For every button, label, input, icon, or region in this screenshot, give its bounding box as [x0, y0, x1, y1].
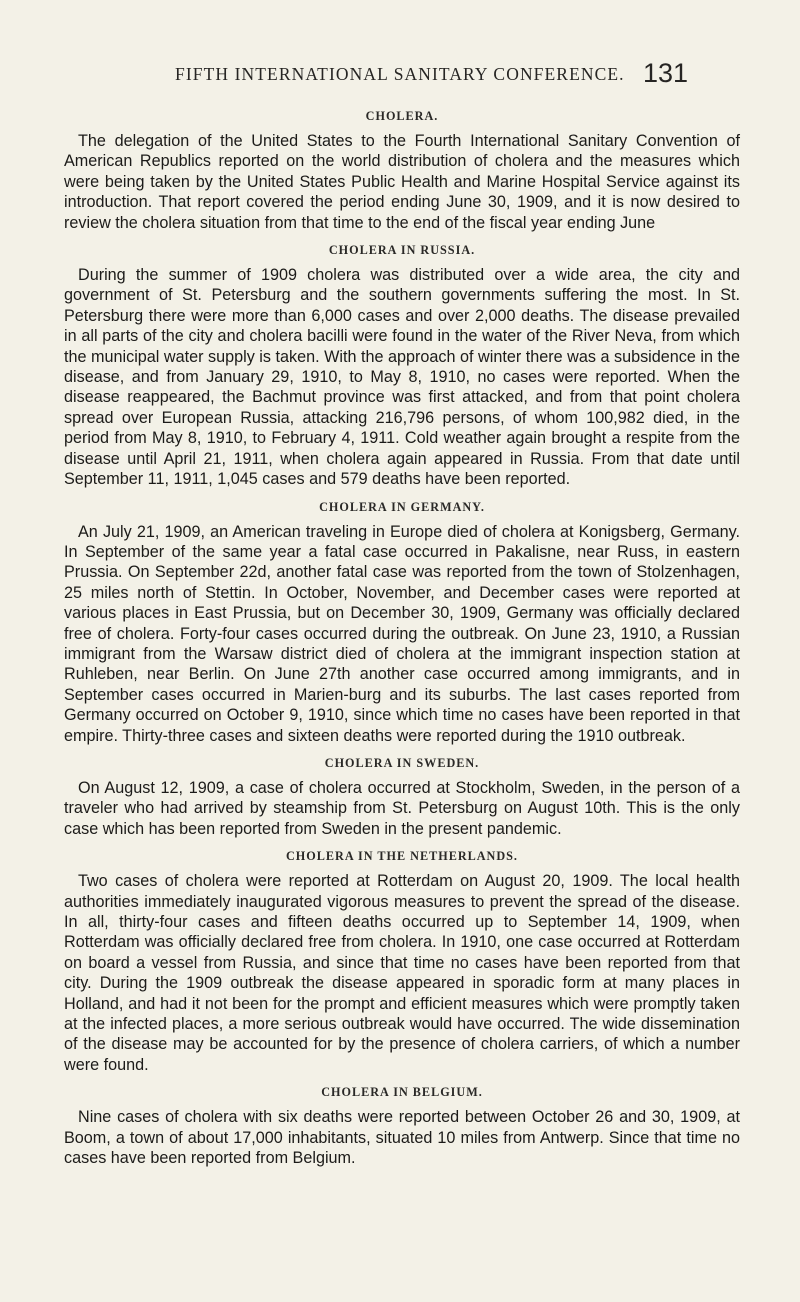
section-heading: CHOLERA IN THE NETHERLANDS.: [286, 849, 518, 864]
section-paragraph: An July 21, 1909, an American traveling in Europe died of cholera at Konigsberg, Germany. In September of the same year a fatal case occurred in Pakalisne, near Russ, in eastern Prussia. On September 22d, another fatal case was reported from the town of Stolzenhagen, 25 miles north of Stettin. In October, November, and December cases were reported at various places in East Prussia, but on December 30, 1909, Germany was officially declared free of cholera. Forty-four cases occurred during the outbreak. On June 23, 1910, a Russian immigrant from the Warsaw district died of cholera at the immigrant inspection station at Ruhleben, near Berlin. On June 27th another case occurred among immigrants, and in September cases occurred in Marien-burg and its suburbs. The last cases reported from Germany occurred on October 9, 1910, since which time no cases have been reported in that empire. Thirty-three cases and sixteen deaths were reported during the 1910 outbreak.: [64, 522, 740, 745]
section-heading: CHOLERA IN SWEDEN.: [324, 755, 480, 770]
section-heading: CHOLERA.: [365, 109, 439, 123]
section-heading: CHOLERA IN GERMANY.: [319, 499, 485, 514]
page-number: 131: [643, 58, 689, 88]
body-text: [64, 108, 740, 1177]
section-cholera-in-russia: [64, 242, 740, 489]
section-paragraph: During the summer of 1909 cholera was distributed over a wide area, the city and government of St. Petersburg and the southern governments suffering the most. In St. Petersburg there were more than 6,000 cases and over 2,000 deaths. The disease prevailed in all parts of the city and cholera bacilli were found in the water of the River Neva, from which the municipal water supply is taken. With the approach of winter there was a subsidence in the disease, and from January 29, 1910, to May 8, 1910, no cases were reported. When the disease reappeared, the Bachmut province was first attacked, and from that point cholera spread over European Russia, attacking 216,796 persons, of whom 100,982 died, in the period from May 8, 1910, to February 4, 1911. Cold weather again brought a respite from the disease until April 21, 1911, when cholera again appeared in Russia. From that date until September 11, 1911, 1,045 cases and 579 deaths have been reported.: [64, 266, 740, 489]
running-title: FIFTH INTERNATIONAL SANITARY CONFERENCE.: [175, 64, 625, 84]
section-paragraph: The delegation of the United States to the Fourth International Sanitary Convention of American Republics reported on the world distribution of cholera and the measures which were being taken by the United States Public Health and Marine Hospital Service against its introduction. That report covered the period ending June 30, 1909, and it is now desired to review the cholera situation from that time to the end of the fiscal year ending June: [64, 132, 740, 232]
section-paragraph: Nine cases of cholera with six deaths were reported between October 26 and 30, 1909, at Boom, a town of about 17,000 inhabitants, situated 10 miles from Antwerp. Since that time no cases have been reported from Belgium.: [64, 1108, 740, 1168]
section-heading: CHOLERA IN BELGIUM.: [321, 1085, 483, 1100]
section-cholera: [64, 108, 740, 233]
section-paragraph: On August 12, 1909, a case of cholera occurred at Stockholm, Sweden, in the person of a traveler who had arrived by steamship from St. Petersburg on August 10th. This is the only case which has been reported from Sweden in the present pandemic.: [64, 778, 740, 838]
section-heading: CHOLERA IN RUSSIA.: [328, 243, 476, 258]
running-header: [0, 58, 800, 94]
section-paragraph: Two cases of cholera were reported at Rotterdam on August 20, 1909. The local health authorities immediately inaugurated vigorous measures to prevent the spread of the disease. In all, thirty-four cases and fifteen deaths occurred up to September 14, 1909, when Rotterdam was officially declared free from cholera. In 1910, one case occurred at Rotterdam on board a vessel from Russia, and since that time no cases have been reported from that city. During the 1909 outbreak the disease appeared in sporadic form at many places in Holland, and had it not been for the prompt and efficient measures which were promptly taken at the infected places, a more serious outbreak would have occurred. The wide dissemination of the disease may be accounted for by the presence of cholera carriers, of which a number were found.: [64, 872, 740, 1074]
section-cholera-in-the-netherlands: [64, 848, 740, 1075]
section-cholera-in-belgium: [64, 1084, 740, 1168]
section-cholera-in-germany: [64, 499, 740, 746]
section-cholera-in-sweden: [64, 755, 740, 839]
